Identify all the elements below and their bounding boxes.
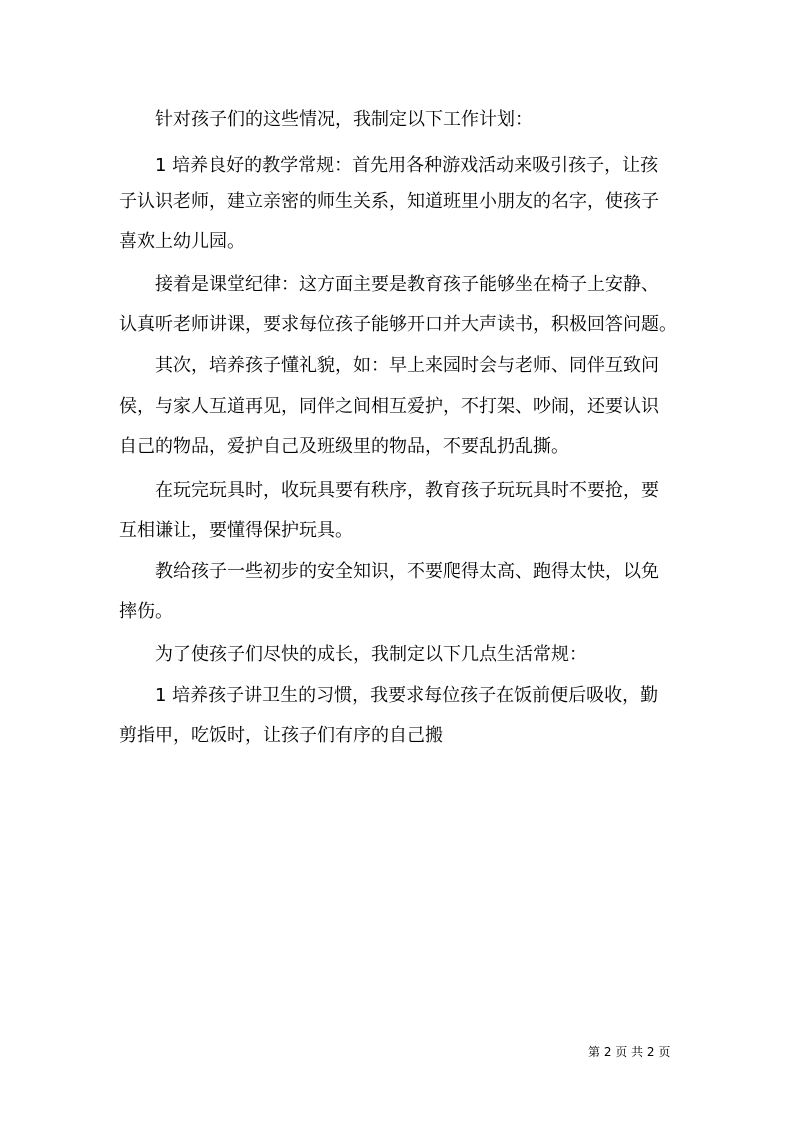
paragraph-line: 1 培养孩子讲卫生的习惯，我要求每位孩子在饭前便后吸收，勤 (155, 685, 659, 706)
paragraph-line: 侯，与家人互道再见，同伴之间相互爱护，不打架、吵闹，还要认识 (119, 396, 659, 417)
paragraph-line: 喜欢上幼儿园。 (119, 231, 245, 252)
paragraph-line: 为了使孩子们尽快的成长，我制定以下几点生活常规： (155, 644, 587, 665)
paragraph-line: 自己的物品，爱护自己及班级里的物品，不要乱扔乱撕。 (119, 436, 569, 457)
paragraph-line: 认真听老师讲课，要求每位孩子能够开口并大声读书，积极回答问题。 (119, 314, 677, 335)
paragraph-line: 互相谦让，要懂得保护玩具。 (119, 520, 353, 541)
paragraph-line: 1 培养良好的教学常规：首先用各种游戏活动来吸引孩子，让孩 (155, 155, 659, 176)
paragraph-line: 在玩完玩具时，收玩具要有秩序，教育孩子玩玩具时不要抢，要 (155, 480, 659, 501)
paragraph-line: 其次，培养孩子懂礼貌，如：早上来园时会与老师、同伴互致问 (155, 355, 659, 376)
paragraph-line: 教给孩子一些初步的安全知识，不要爬得太高、跑得太快，以免 (155, 561, 659, 582)
paragraph-line: 摔伤。 (119, 601, 173, 622)
paragraph-line: 接着是课堂纪律：这方面主要是教育孩子能够坐在椅子上安静、 (155, 274, 659, 295)
paragraph-line: 剪指甲，吃饭时，让孩子们有序的自己搬 (119, 725, 443, 746)
paragraph-line: 子认识老师，建立亲密的师生关系，知道班里小朋友的名字，使孩子 (119, 191, 659, 212)
page-number-footer: 第 2 页 共 2 页 (588, 1045, 671, 1059)
paragraph-line: 针对孩子们的这些情况，我制定以下工作计划： (155, 109, 533, 130)
